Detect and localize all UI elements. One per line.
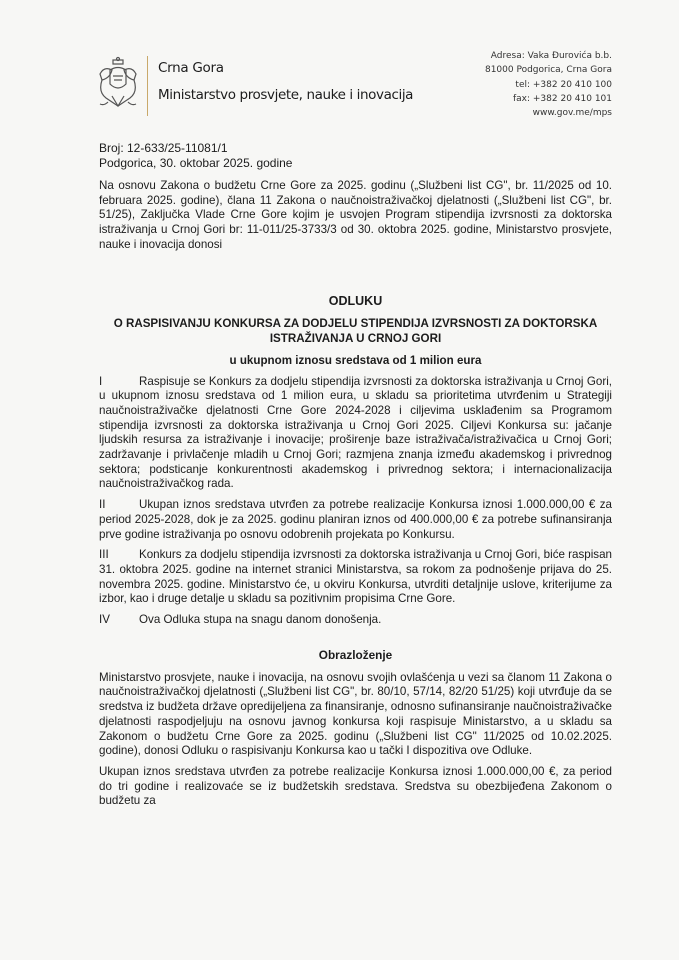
decision-title: O RASPISIVANJU KONKURSA ZA DODJELU STIPENDIJA IZVRSNOSTI ZA DOKTORSKA ISTRAŽIVANJA U CRNOJ GORI [113, 316, 598, 345]
place-date: Podgorica, 30. oktobar 2025. godine [99, 156, 293, 170]
contact-address: Adresa: Vaka Đurovića b.b. [490, 51, 612, 61]
article-text: Ukupan iznos sredstava utvrđen za potrebe realizacije Konkursa iznosi 1.000.000,00 € za period 2025-2028, dok je za 2025. godinu planiran iznos od 400.000,00 € za potrebe sufinansiranja prve godine istraživanja po osnovu odobrenih projekata po Konkursu. [99, 498, 612, 541]
reference-block [99, 141, 292, 171]
ministry-name: Ministarstvo prosvjete, nauke i inovacija [158, 87, 414, 103]
decision-heading: ODLUKU [328, 293, 383, 308]
contact-city: 81000 Podgorica, Crna Gora [484, 65, 612, 76]
explanation-heading: Obrazloženje [318, 647, 393, 662]
article-text: Raspisuje se Konkurs za dodjelu stipendija izvrsnosti za doktorska istraživanja u Crnoj Gori, u ukupnom iznosu sredstava od 1 milion eura, u skladu sa prioritetima utvrđenim u Strategiji naučnoistraživačke djelatnosti Crne Gore 2024-2028 i ciljevima usklađenim sa Programom stipendija izvrsnosti za doktorska istraživanja u Crnoj Gori 2025. Ciljevi Konkursa su: jačanje ljudskih resursa za istraživanje i inovacije; proširenje baze istraživača/istraživačica u Crnoj Gori; zadržavanje i privlačenje mladih u Crnoj Gori; razmjena znanja između akademskog i privrednog sektora; podsticanje konkurentnosti akademskog i privrednog sektora; i internacionalizacija naučnoistraživačkog rada. [99, 374, 612, 491]
explanation-paragraph: Ukupan iznos sredstava utvrđen za potrebe realizacije Konkursa iznosi 1.000.000,00 €, za period do tri godine i realizovaće se iz budžetskih sredstava. Sredstva su obezbijeđena Zakonom o budžetu za [99, 764, 612, 808]
article-number: II [99, 498, 106, 512]
article-1 [99, 375, 612, 493]
contact-fax: fax: +382 20 410 101 [512, 93, 612, 104]
country-name: Crna Gora [158, 60, 224, 76]
contact-tel: tel: +382 20 410 100 [515, 79, 612, 90]
header-divider [147, 56, 148, 116]
article-number: III [99, 548, 109, 562]
article-3 [99, 548, 612, 607]
article-2 [99, 498, 612, 542]
article-number: I [99, 374, 103, 388]
article-4 [99, 613, 612, 628]
coat-of-arms-icon [96, 56, 140, 112]
article-text: Ova Odluka stupa na snagu danom donošenja. [139, 613, 382, 627]
article-text: Konkurs za dodjelu stipendija izvrsnosti za doktorska istraživanja u Crnoj Gori, biće raspisan 31. oktobra 2025. godine na internet stranici Ministarstva, sa rokom za podnošenje prijava do 25. novembra 2025. godine. Ministarstvo će, u okviru Konkursa, utvrditi detaljnije uslove, kriterijume za izbor, kao i druge detalje u skladu sa pozitivnim propisima Crne Gore. [99, 548, 612, 606]
explanation-paragraph: Ministarstvo prosvjete, nauke i inovacija, na osnovu svojih ovlašćenja u vezi sa članom 11 Zakona o naučnoistraživačkoj djelatnosti („Službeni list CG", br. 80/10, 57/14, 82/20 51/25) koji utvrđuje da se sredstva iz budžeta države opredijeljena za finansiranje, odnosno sufinansiranje naučnoistraživačke djelatnosti raspodjeljuju na osnovu javnog konkursa koji raspisuje Ministarstvo, a u skladu sa Zakonom o budžetu Crne Gore za 2025. godinu („Službeni list CG" 11/2025 od 10.02.2025. godine), donosi Odluku o raspisivanju Konkursa kao u tački I dispozitiva ove Odluke. [99, 670, 612, 758]
decision-subtitle: u ukupnom iznosu sredstava od 1 milion eura [229, 353, 482, 367]
reference-number: Broj: 12-633/25-11081/1 [99, 141, 228, 155]
contact-block [485, 49, 612, 120]
article-number: IV [99, 613, 110, 627]
contact-website: www.gov.me/mps [532, 108, 612, 119]
document-body [99, 179, 612, 809]
preamble: Na osnovu Zakona o budžetu Crne Gore za 2025. godinu („Službeni list CG", br. 11/2025 od 10. februara 2025. godine), člana 11 Zakona o naučnoistraživačkoj djelatnosti („Službeni list CG", br. 51/25), Zaključka Vlade Crne Gore kojim je usvojen Program stipendija izvrsnosti za doktorska istraživanja u Crnoj Gori br: 11-011/25-3733/3 od 30. oktobra 2025. godine, Ministarstvo prosvjete, nauke i inovacija donosi [99, 179, 612, 251]
